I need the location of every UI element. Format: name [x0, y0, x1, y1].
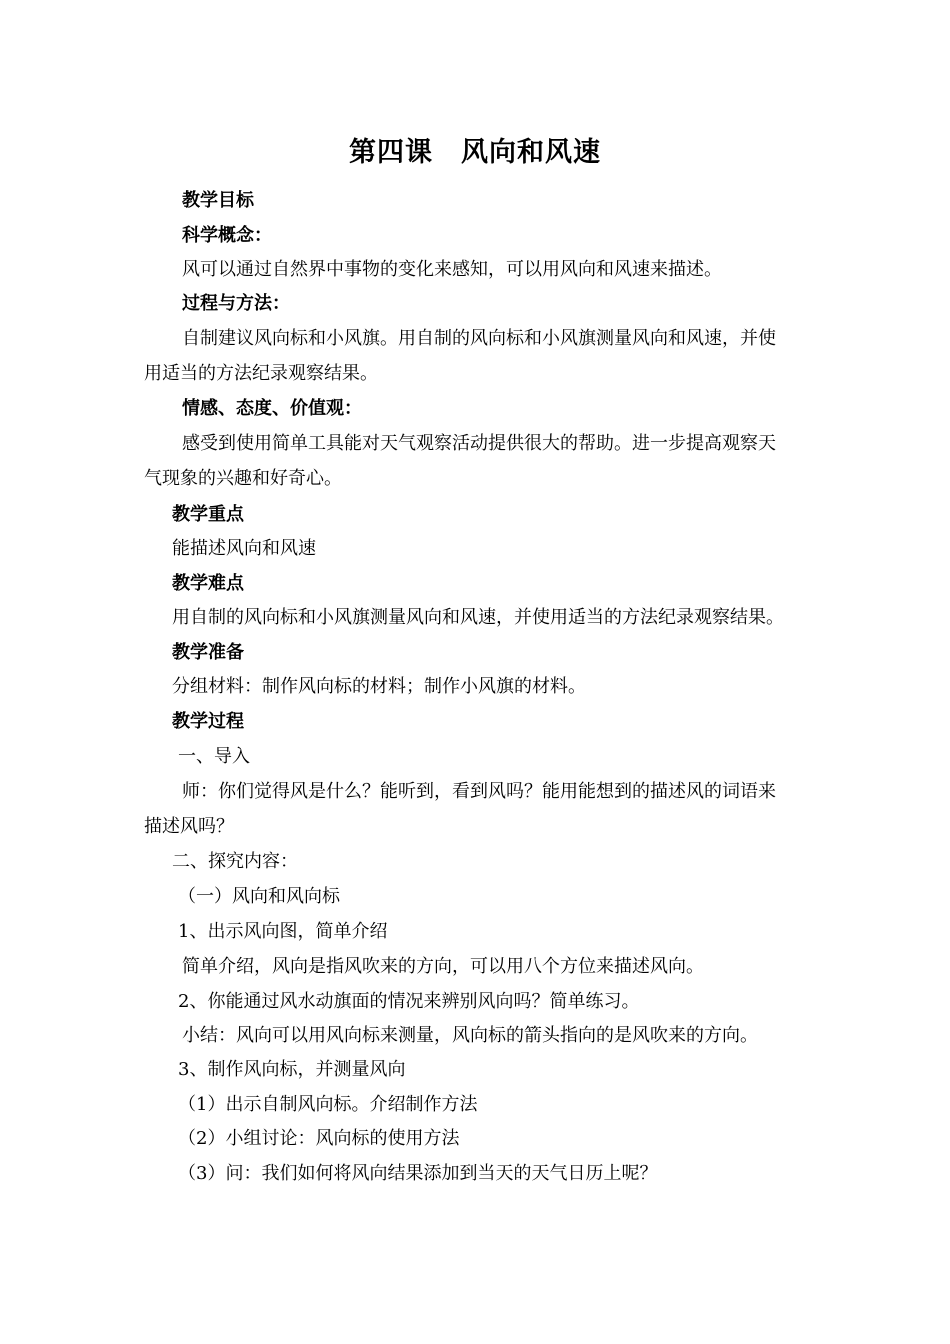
heading-process: 教学过程 — [172, 711, 244, 732]
paragraph-teacher-line-1: 师：你们觉得风是什么？能听到，看到风吗？能用能想到的描述风的词语来 — [182, 781, 776, 802]
step-3: 3、制作风向标，并测量风向 — [178, 1059, 406, 1080]
paragraph-attitude-line-2: 气现象的兴趣和好奇心。 — [144, 468, 342, 489]
step-2: 2、你能通过风水动旗面的情况来辨别风向吗？简单练习。 — [178, 991, 640, 1012]
paragraph-attitude-line-1: 感受到使用简单工具能对天气观察活动提供很大的帮助。进一步提高观察天 — [182, 433, 776, 454]
heading-teaching-goals: 教学目标 — [182, 190, 254, 211]
paragraph-key-points: 能描述风向和风速 — [172, 538, 316, 559]
heading-science-concept: 科学概念： — [182, 225, 272, 246]
heading-attitude: 情感、态度、价值观： — [182, 398, 362, 419]
heading-key-points: 教学重点 — [172, 504, 244, 525]
page-title: 第四课 风向和风速 — [349, 137, 601, 168]
paragraph-teacher-line-2: 描述风吗？ — [144, 816, 234, 837]
summary: 小结：风向可以用风向标来测量，风向标的箭头指向的是风吹来的方向。 — [182, 1025, 758, 1046]
paragraph-concept: 风可以通过自然界中事物的变化来感知，可以用风向和风速来描述。 — [182, 259, 722, 280]
step-3-2: （2）小组讨论：风向标的使用方法 — [178, 1128, 460, 1149]
section-explore: 二、探究内容： — [172, 851, 298, 872]
paragraph-difficulties: 用自制的风向标和小风旗测量风向和风速，并使用适当的方法纪录观察结果。 — [172, 607, 784, 628]
step-1-detail: 简单介绍，风向是指风吹来的方向，可以用八个方位来描述风向。 — [182, 956, 704, 977]
heading-difficulties: 教学难点 — [172, 573, 244, 594]
step-3-1: （1）出示自制风向标。介绍制作方法 — [178, 1094, 478, 1115]
heading-preparation: 教学准备 — [172, 642, 244, 663]
subsection-wind-direction: （一）风向和风向标 — [178, 886, 340, 907]
paragraph-method-line-1: 自制建议风向标和小风旗。用自制的风向标和小风旗测量风向和风速，并使 — [182, 328, 776, 349]
step-1: 1、出示风向图，简单介绍 — [178, 921, 388, 942]
paragraph-preparation: 分组材料：制作风向标的材料；制作小风旗的材料。 — [172, 676, 586, 697]
heading-process-method: 过程与方法： — [182, 293, 290, 314]
section-intro: 一、导入 — [178, 746, 250, 767]
paragraph-method-line-2: 用适当的方法纪录观察结果。 — [144, 363, 378, 384]
step-3-3: （3）问：我们如何将风向结果添加到当天的天气日历上呢？ — [178, 1163, 658, 1184]
